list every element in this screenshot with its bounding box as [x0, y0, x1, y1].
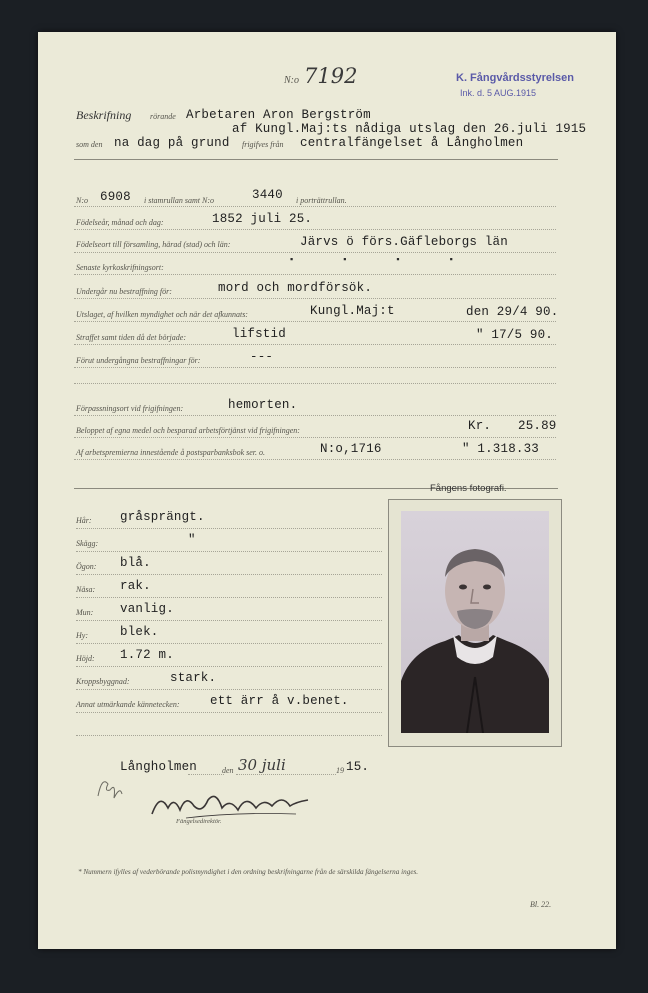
prison-name: centralfängelset å Långholmen — [300, 136, 524, 150]
brott-value: mord och mordförsök. — [218, 281, 373, 295]
year-prefix: 19 — [336, 766, 344, 775]
fodelsear-label: Födelseår, månad och dag: — [76, 218, 164, 227]
row-value: vanlig. — [120, 602, 174, 616]
stam-mid-label: i stamrullan samt N:o — [144, 196, 215, 205]
kyrkoskrifning-label: Senaste kyrkoskrifningsort: — [76, 263, 164, 272]
row-label: Hy: — [76, 631, 88, 640]
straff-value: lifstid — [232, 327, 286, 341]
beloppet-label: Beloppet af egna medel och besparad arbetsförtjänst vid frigifningen: — [76, 426, 300, 435]
fodelseort-value: Järvs ö förs.Gäfleborgs län — [300, 235, 508, 249]
forut-value: --- — [250, 350, 274, 364]
document-form — [38, 32, 616, 949]
rule — [74, 321, 556, 322]
signing-date: 30 juli — [238, 756, 286, 774]
undergar-label: Undergår nu bestraffning för: — [76, 287, 172, 296]
rule — [74, 415, 556, 416]
na-dag-text: na dag på grund — [114, 136, 230, 150]
bok-nr: N:o,1716 — [320, 442, 382, 456]
row-label: Ögon: — [76, 562, 97, 571]
row-label: Mun: — [76, 608, 94, 617]
row-value: ett ärr å v.benet. — [210, 694, 349, 708]
belopp-value: 25.89 — [518, 419, 557, 433]
utslaget-label: Utslaget, af hvilken myndighet och när det afkunnats: — [76, 310, 248, 319]
portratt-label: i porträttrullan. — [296, 196, 347, 205]
photo-frame — [388, 499, 562, 747]
utslag-datum: den 29/4 90. — [466, 305, 559, 319]
list-item — [76, 598, 382, 621]
prisoner-photo — [401, 511, 549, 733]
fodelseort-label: Födelseort till församling, härad (stad) och län: — [76, 240, 231, 249]
initials-mark — [92, 772, 128, 806]
forpassning-value: hemorten. — [228, 398, 298, 412]
list-item — [76, 575, 382, 598]
rule — [74, 274, 556, 275]
description-list — [76, 506, 382, 736]
straffet-label: Straffet samt tiden då det började: — [76, 333, 186, 342]
rule — [74, 437, 556, 438]
row-value: 1.72 m. — [120, 648, 174, 662]
frigifves-label: frigifves från — [242, 140, 284, 149]
myndighet-value: Kungl.Maj:t — [310, 304, 395, 318]
form-id: Bl. 22. — [530, 900, 552, 909]
row-value: gråsprängt. — [120, 510, 205, 524]
rule — [236, 774, 336, 775]
director-signature — [146, 784, 316, 826]
list-item — [76, 621, 382, 644]
forpassning-label: Förpassningsort vid frigifningen: — [76, 404, 184, 413]
received-stamp — [456, 72, 574, 98]
verdict-line: af Kungl.Maj:ts nådiga utslag den 26.juli 1915 — [232, 122, 587, 136]
stamp-name: K. Fångvårdsstyrelsen — [456, 72, 574, 84]
row-value: blå. — [120, 556, 151, 570]
straff-datum: " 17/5 90. — [476, 328, 554, 342]
footnote: * Nummern ifylles af vederbörande polismyndighet i den ordning beskrifningarne från de särskilda fängelserna inges. — [78, 868, 419, 876]
rule — [188, 774, 224, 775]
beskrifning-label: Beskrifning — [76, 108, 132, 122]
number-label: N:o — [284, 75, 299, 86]
fodelsear-value: 1852 juli 25. — [212, 212, 313, 226]
rule — [74, 298, 556, 299]
year: 15. — [346, 760, 370, 774]
row-value: blek. — [120, 625, 159, 639]
forut-label: Förut undergångna bestraffningar för: — [76, 356, 201, 365]
stam-number: 6908 — [100, 190, 131, 204]
premier-value: " 1.318.33 — [462, 442, 540, 456]
photo-caption: Fångens fotografi. — [430, 483, 507, 494]
list-item — [76, 506, 382, 529]
list-item — [76, 713, 382, 736]
row-label: Hår: — [76, 516, 92, 525]
row-label: Höjd: — [76, 654, 95, 663]
row-value: rak. — [120, 579, 151, 593]
document-number: 7192 — [304, 64, 358, 88]
place: Långholmen — [120, 760, 198, 774]
stam-label: N:o — [76, 196, 88, 205]
list-item — [76, 529, 382, 552]
subject-name: Arbetaren Aron Bergström — [186, 108, 371, 122]
row-label: Kroppsbyggnad: — [76, 677, 130, 686]
rorande-label: rörande — [150, 112, 176, 121]
som-den-label: som den — [76, 140, 103, 149]
rule — [74, 367, 556, 368]
list-item — [76, 690, 382, 713]
ditto-marks: ▪▪▪▪ — [290, 254, 503, 264]
stamp-date: Ink. d. 5 AUG.1915 — [460, 88, 537, 98]
rule — [74, 344, 556, 345]
row-value: " — [188, 533, 196, 547]
rule — [74, 206, 556, 207]
belopp-kr: Kr. — [468, 419, 492, 433]
list-item — [76, 667, 382, 690]
rule — [74, 252, 556, 253]
director-label: Fängelsedirektör. — [176, 818, 222, 825]
den-label: den — [222, 766, 234, 775]
rule — [74, 459, 556, 460]
header-divider — [74, 159, 558, 160]
arbetspremier-label: Af arbetspremierna innestående å postsparbanksbok ser. o. — [76, 448, 266, 457]
portratt-number: 3440 — [252, 188, 283, 202]
list-item — [76, 552, 382, 575]
row-label: Annat utmärkande kännetecken: — [76, 700, 180, 709]
row-label: Näsa: — [76, 585, 96, 594]
rule — [74, 383, 556, 384]
list-item — [76, 644, 382, 667]
row-label: Skägg: — [76, 539, 99, 548]
row-value: stark. — [170, 671, 217, 685]
rule — [74, 229, 556, 230]
